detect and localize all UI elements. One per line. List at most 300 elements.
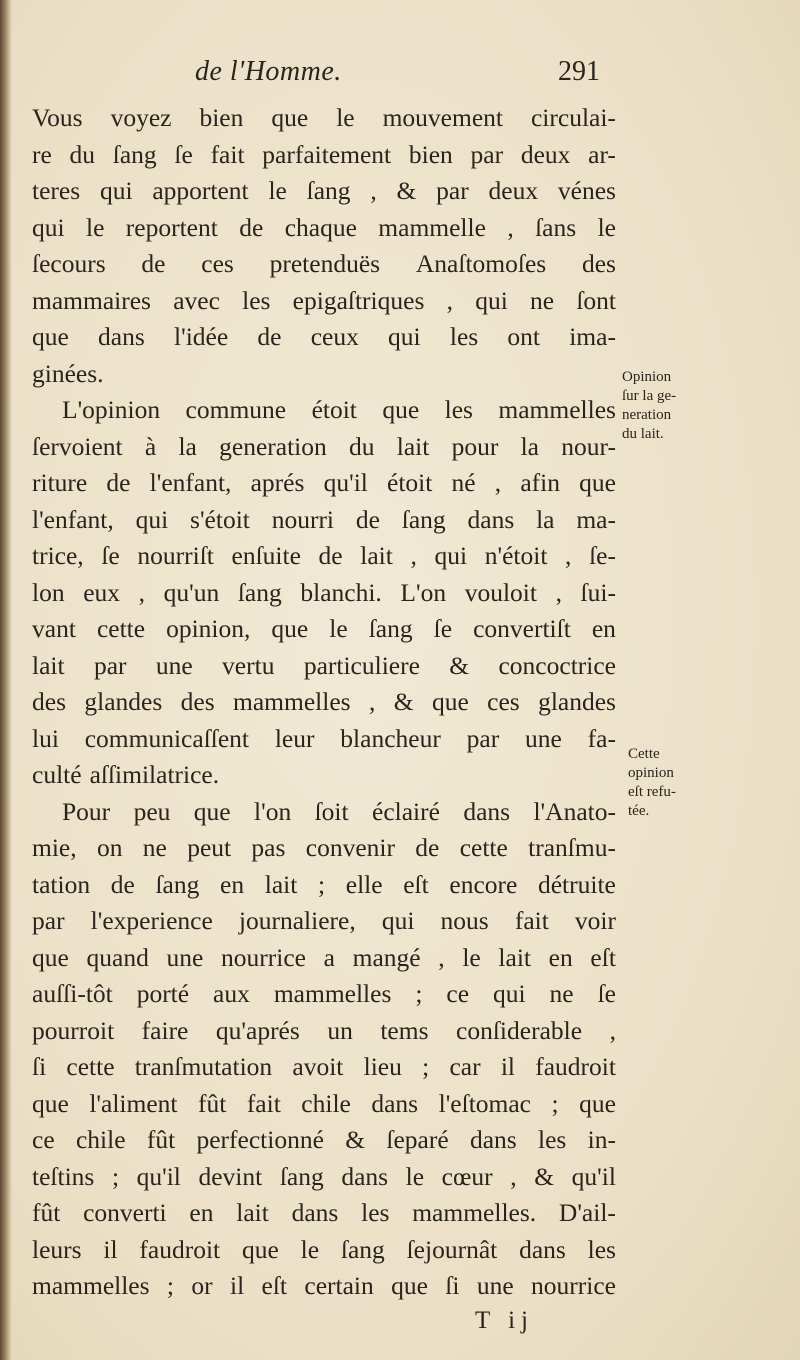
word: pourroit xyxy=(32,1015,115,1045)
word: aux xyxy=(213,979,250,1008)
word: eſt xyxy=(590,942,616,972)
word: ſoit xyxy=(314,796,349,826)
word: & xyxy=(396,176,417,205)
word: faudroit xyxy=(535,1052,616,1081)
word: mammaires xyxy=(32,285,151,315)
word: ſe xyxy=(174,139,193,169)
word: nourriſt xyxy=(137,541,214,570)
word: de xyxy=(355,504,380,534)
word: convertiſt xyxy=(473,614,571,643)
word: qui xyxy=(135,504,169,534)
word: voir xyxy=(574,906,616,935)
text-line xyxy=(32,794,616,831)
word: mangé xyxy=(352,942,421,972)
word: ſi xyxy=(445,1271,460,1300)
word: en xyxy=(591,614,616,643)
word: enſuite xyxy=(231,541,301,570)
word: quand xyxy=(86,942,149,972)
word: bien xyxy=(408,139,453,169)
word: lui xyxy=(32,723,59,753)
word: fût xyxy=(197,1088,227,1118)
word: blancheur xyxy=(340,723,441,753)
word: vertu xyxy=(222,650,275,680)
word: il xyxy=(500,1052,515,1081)
word: ſe xyxy=(433,614,453,643)
word: que xyxy=(431,687,469,716)
word: par xyxy=(466,723,500,753)
word: que xyxy=(32,942,69,972)
margin-note-line: neration xyxy=(622,407,672,423)
word: commune xyxy=(185,395,287,424)
word: que xyxy=(193,796,231,826)
word: que xyxy=(271,614,309,643)
word: vant xyxy=(32,614,76,643)
word: voyez xyxy=(110,103,172,132)
word: ont xyxy=(507,322,540,351)
page-header xyxy=(195,56,600,96)
word: converti xyxy=(83,1198,167,1227)
word: epigaſtriques xyxy=(292,285,425,315)
word: qui xyxy=(32,212,65,242)
word: le xyxy=(405,1161,425,1191)
word: ſans xyxy=(535,212,577,242)
word: fait xyxy=(210,139,245,169)
word: elle xyxy=(345,869,383,899)
word: glandes xyxy=(538,687,616,716)
word: communicaſſent xyxy=(84,723,250,753)
word: qui xyxy=(434,541,468,570)
word: faire xyxy=(141,1015,189,1045)
word: l'eſtomac xyxy=(438,1088,531,1118)
word: l'idée xyxy=(174,322,229,351)
body-text xyxy=(32,100,616,1305)
word: nous xyxy=(440,906,489,935)
word: ; xyxy=(415,979,423,1008)
word: teſtins xyxy=(32,1161,95,1191)
word: nourrice xyxy=(531,1271,616,1300)
word: que xyxy=(579,1088,616,1118)
text-line xyxy=(32,392,616,429)
word: ſe- xyxy=(589,541,616,570)
margin-note-line: du lait. xyxy=(622,426,664,442)
word: auſſi-tôt xyxy=(32,979,113,1008)
word: opinion, xyxy=(166,614,251,643)
word: dans xyxy=(469,1125,517,1154)
margin-note-line: eſt refu- xyxy=(628,784,676,800)
word: la xyxy=(520,431,539,461)
text-line xyxy=(32,210,616,247)
word: le xyxy=(300,1234,320,1264)
word: tems xyxy=(380,1015,429,1045)
word: pour xyxy=(451,431,499,461)
word: ſe xyxy=(597,979,616,1008)
word: , xyxy=(494,468,502,497)
word: cette xyxy=(66,1052,115,1081)
word: lait xyxy=(396,431,430,461)
word: , xyxy=(410,541,417,570)
word: ces xyxy=(201,249,234,278)
word: les xyxy=(538,1125,567,1154)
word: re xyxy=(32,139,52,169)
text-line xyxy=(32,757,616,794)
word: particuliere xyxy=(303,650,420,680)
word: ſi xyxy=(32,1052,47,1081)
word: en xyxy=(548,942,573,972)
word: les xyxy=(449,322,479,351)
word: mammelle xyxy=(378,212,486,242)
text-line xyxy=(32,1013,616,1050)
word: tation xyxy=(32,869,91,899)
word: devint xyxy=(198,1161,263,1191)
margin-note-generation xyxy=(622,368,676,444)
word: pretenduës xyxy=(269,249,381,278)
word: nour- xyxy=(561,431,616,461)
word: ſang xyxy=(112,139,157,169)
word: a xyxy=(323,942,335,972)
word: cette xyxy=(96,614,146,643)
text-line xyxy=(32,575,616,612)
word: ces xyxy=(487,687,520,716)
word: nourrice xyxy=(221,942,306,972)
word: blanchi. xyxy=(300,577,382,607)
word: du xyxy=(349,431,375,461)
word: encore xyxy=(449,869,518,899)
word: vouloit xyxy=(464,577,537,607)
word: deux xyxy=(520,139,571,169)
word: une xyxy=(476,1271,514,1300)
word: l'aliment xyxy=(89,1088,178,1118)
word: , xyxy=(555,577,562,607)
margin-note-line: Opinion xyxy=(622,369,672,385)
word: que xyxy=(382,395,420,424)
word: qu'aprés xyxy=(215,1015,300,1045)
word: eſt xyxy=(403,869,429,899)
word: de xyxy=(141,249,166,278)
word: ſang xyxy=(279,1161,324,1191)
word: generation xyxy=(219,431,327,461)
word: l'Anato- xyxy=(533,796,616,826)
word: qui xyxy=(99,176,133,205)
word: , xyxy=(565,541,572,570)
word: que xyxy=(579,468,616,497)
word: en xyxy=(220,869,245,899)
word: mammelles. xyxy=(412,1198,537,1227)
word: dans xyxy=(467,504,515,534)
word: chile xyxy=(75,1125,126,1154)
word: dans xyxy=(371,1088,419,1118)
word: ſont xyxy=(576,285,616,315)
word: que xyxy=(32,1088,69,1118)
word: reportent xyxy=(125,212,218,242)
word: que xyxy=(391,1271,428,1300)
margin-note-refuted xyxy=(628,745,676,821)
word: qu'un xyxy=(163,577,220,607)
word: qui xyxy=(492,979,526,1008)
word: cette xyxy=(459,833,508,862)
word: chaque xyxy=(284,212,357,242)
word: ſang xyxy=(155,869,200,899)
word: ce xyxy=(32,1125,55,1154)
word: apportent xyxy=(152,176,249,205)
text-line xyxy=(32,830,616,867)
word: , xyxy=(138,577,146,607)
text-line xyxy=(32,1159,616,1196)
word: cœur xyxy=(441,1161,493,1191)
word: riture xyxy=(32,468,88,497)
word: , xyxy=(507,212,514,242)
word: ſang xyxy=(368,614,413,643)
word: dans xyxy=(463,796,511,826)
word: qui xyxy=(388,322,421,351)
word: lait xyxy=(236,1198,269,1227)
word: les xyxy=(444,395,473,424)
word: car xyxy=(449,1052,481,1081)
word: culté xyxy=(32,760,82,789)
word: par xyxy=(32,906,65,935)
word: trice, xyxy=(32,541,84,570)
word: lon xyxy=(32,577,65,607)
word: que xyxy=(32,322,69,351)
word: une xyxy=(166,942,204,972)
text-line xyxy=(32,867,616,904)
word: chile xyxy=(301,1088,351,1118)
word: s'étoit xyxy=(190,504,250,534)
word: fût xyxy=(32,1198,61,1227)
word: afin xyxy=(520,468,560,497)
word: certain xyxy=(304,1271,374,1300)
word: que xyxy=(241,1234,279,1264)
word: les xyxy=(242,285,271,315)
word: concoctrice xyxy=(498,650,616,680)
word: ma- xyxy=(576,504,616,534)
word: glandes xyxy=(84,687,163,716)
word: du xyxy=(69,139,96,169)
page-number: 291 xyxy=(558,56,600,87)
word: , xyxy=(446,285,453,315)
text-line xyxy=(32,648,616,685)
text-line xyxy=(32,1268,616,1305)
word: ſang xyxy=(340,1234,385,1264)
word: in- xyxy=(587,1125,616,1154)
text-line xyxy=(32,100,616,137)
word: peu xyxy=(133,796,171,826)
word: que xyxy=(271,103,309,132)
word: , xyxy=(438,942,445,972)
word: lieu xyxy=(363,1052,402,1081)
word: de xyxy=(415,833,440,862)
word: convenir xyxy=(305,833,395,862)
text-line xyxy=(32,283,616,320)
text-line xyxy=(32,1086,616,1123)
word: le xyxy=(329,614,348,643)
word: lait xyxy=(32,650,65,680)
word: peut xyxy=(187,833,232,862)
word: le xyxy=(462,942,481,972)
word: de xyxy=(106,468,131,497)
word: pas xyxy=(251,833,286,862)
word: ſeparé xyxy=(386,1125,449,1154)
word: conſiderable xyxy=(456,1015,583,1045)
word: tranſmu- xyxy=(528,833,616,862)
word: Anaſtomoſes xyxy=(415,249,547,278)
word: ; xyxy=(111,1161,120,1191)
word: l'enfant, xyxy=(32,504,114,534)
word: une xyxy=(155,650,193,680)
word: eſt xyxy=(261,1271,288,1300)
word: mie, xyxy=(32,833,77,862)
word: des xyxy=(581,249,616,278)
word: fait xyxy=(246,1088,281,1118)
word: de xyxy=(318,541,343,570)
word: ; xyxy=(422,1052,430,1081)
text-line xyxy=(32,137,616,174)
word: des xyxy=(180,687,215,716)
word: dans xyxy=(291,1198,339,1227)
word: qu'il xyxy=(136,1161,181,1191)
word: or xyxy=(191,1271,213,1300)
word: qu'il xyxy=(323,468,368,497)
word: en xyxy=(189,1198,214,1227)
word: l'on xyxy=(254,796,292,826)
word: Pour xyxy=(62,796,111,826)
word: , xyxy=(510,1161,517,1191)
word: ſejournât xyxy=(406,1234,498,1264)
text-line xyxy=(32,429,616,466)
word: aſſimilatrice. xyxy=(89,760,220,789)
word: , xyxy=(370,176,377,205)
word: ima- xyxy=(569,322,616,351)
word: leurs xyxy=(32,1234,82,1264)
word: on xyxy=(96,833,123,862)
word: & xyxy=(534,1161,555,1191)
text-line xyxy=(32,538,616,575)
word: L'on xyxy=(400,577,447,607)
word: à xyxy=(144,431,157,461)
word: ar- xyxy=(588,139,616,169)
word: fût xyxy=(146,1125,176,1154)
text-line xyxy=(32,1122,616,1159)
word: n'étoit xyxy=(484,541,548,570)
word: ceux xyxy=(310,322,359,351)
text-line xyxy=(32,1232,616,1269)
word: avoit xyxy=(292,1052,344,1081)
word: ne xyxy=(142,833,167,862)
word: par xyxy=(93,650,127,680)
word: né xyxy=(451,468,476,497)
margin-note-line: tée. xyxy=(628,803,650,819)
word: ſe xyxy=(101,541,120,570)
word: mammelles xyxy=(273,979,392,1008)
word: étoit xyxy=(311,395,357,424)
word: mammelles xyxy=(32,1271,150,1300)
word: le xyxy=(336,103,355,132)
word: teres xyxy=(32,176,81,205)
word: L'opinion xyxy=(62,395,161,424)
word: parfaitement xyxy=(262,139,392,169)
word: le xyxy=(597,212,616,242)
text-line xyxy=(32,1195,616,1232)
word: ce xyxy=(446,979,470,1008)
margin-note-line: ſur la ge- xyxy=(622,388,677,404)
margin-note-line: opinion xyxy=(628,765,674,781)
word: fait xyxy=(514,906,549,935)
word: des xyxy=(32,687,66,716)
word: une xyxy=(525,723,562,753)
text-line xyxy=(32,173,616,210)
word: par xyxy=(470,139,504,169)
word: ; xyxy=(166,1271,175,1300)
word: , xyxy=(368,687,376,716)
word: leur xyxy=(274,723,315,753)
word: fa- xyxy=(587,723,616,753)
word: faudroit xyxy=(139,1234,221,1264)
word: lait xyxy=(498,942,531,972)
word: de xyxy=(257,322,282,351)
word: vénes xyxy=(557,176,616,205)
word: & xyxy=(345,1125,366,1154)
word: qu'il xyxy=(571,1161,616,1191)
word: qui xyxy=(381,906,415,935)
word: le xyxy=(85,212,105,242)
word: ſui- xyxy=(580,577,616,607)
word: ; xyxy=(551,1088,559,1118)
signature-mark: T ij xyxy=(475,1307,534,1334)
word: les xyxy=(361,1198,390,1227)
word: eux xyxy=(83,577,121,607)
word: & xyxy=(449,650,470,680)
text-line xyxy=(32,1049,616,1086)
word: la xyxy=(536,504,555,534)
word: mammelles xyxy=(233,687,351,716)
running-head: de l'Homme. xyxy=(195,56,342,87)
word: avec xyxy=(173,285,220,315)
word: par xyxy=(436,176,469,205)
word: & xyxy=(393,687,414,716)
text-line xyxy=(32,684,616,721)
word: dans xyxy=(341,1161,389,1191)
word: circulai- xyxy=(530,103,616,132)
text-line xyxy=(32,246,616,283)
word: ſang xyxy=(401,504,446,534)
text-line xyxy=(32,611,616,648)
word: ſang xyxy=(306,176,351,205)
word: D'ail- xyxy=(558,1198,616,1227)
word: les xyxy=(587,1234,616,1264)
text-line xyxy=(32,319,616,356)
word: aprés xyxy=(250,468,305,497)
word: ginées. xyxy=(32,358,104,388)
word: détruite xyxy=(537,869,616,899)
word: l'experience xyxy=(90,906,213,935)
text-line xyxy=(32,721,616,758)
word: nourri xyxy=(271,504,335,534)
text-line xyxy=(32,502,616,539)
word: dans xyxy=(98,322,145,351)
word: le xyxy=(268,176,287,205)
word: ſervoient xyxy=(32,431,123,461)
margin-note-line: Cette xyxy=(628,746,660,762)
word: il xyxy=(229,1271,245,1300)
binding-edge xyxy=(0,0,12,1360)
word: deux xyxy=(488,176,539,205)
text-line xyxy=(32,903,616,940)
word: bien xyxy=(199,103,244,132)
word: journaliere, xyxy=(238,906,356,935)
word: qui xyxy=(475,285,508,315)
word: Vous xyxy=(32,103,83,132)
word: l'enfant, xyxy=(149,468,232,497)
word: mouvement xyxy=(382,103,503,132)
